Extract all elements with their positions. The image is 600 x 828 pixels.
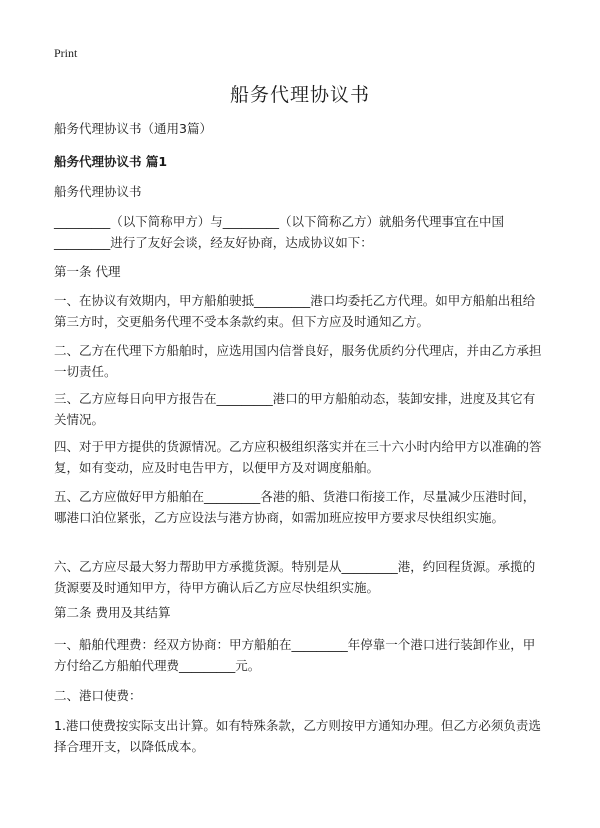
- clause-1-4: 四、对于甲方提供的货源情况。乙方应积极组织落实并在三十六小时内给甲方以准确的答复，如有变动，应及时电告甲方，以便甲方及对调度船舶。: [54, 439, 542, 475]
- clause-2-2: 二、港口使费：: [54, 688, 142, 703]
- document-subtitle: 船务代理协议书（通用3篇）: [54, 121, 212, 136]
- clause-1-6: 六、乙方应尽最大努力帮助甲方承揽货源。特别是从_________港，约回程货源。承揽的货源要及时通知甲方，待甲方确认后乙方应尽快组织实施。: [54, 559, 536, 595]
- clause-1-5: 五、乙方应做好甲方船舶在_________各港的船、货港口衔接工作，尽量减少压港时间，哪港口泊位紧张，乙方应设法与港方协商，如需加班应按甲方要求尽快组织实施。: [54, 489, 536, 525]
- print-link[interactable]: Print: [54, 46, 78, 60]
- clause-2-1: 一、船舶代理费：经双方协商：甲方船舶在_________年停靠一个港口进行装卸作业，甲方付给乙方船舶代理费_________元。: [54, 637, 536, 673]
- paragraph-intro: _________（以下简称甲方）与_________（以下简称乙方）就船务代理事宜在中国_________进行了友好会谈，经友好协商，达成协议如下：: [54, 214, 505, 250]
- clause-1-2: 二、乙方在代理下方船舶时，应选用国内信誉良好，服务优质约分代理店，并由乙方承担一切责任。: [54, 343, 542, 379]
- article-1-heading: 第一条 代理: [54, 264, 121, 279]
- section-heading: 船务代理协议书 篇1: [54, 154, 168, 169]
- clause-1-1: 一、在协议有效期内，甲方船舶驶抵_________港口均委托乙方代理。如甲方船舶出租给第三方时，交更船务代理不受本条款约束。但下方应及时通知乙方。: [54, 293, 536, 329]
- document-title: 船务代理协议书: [229, 84, 370, 106]
- document-name: 船务代理协议书: [54, 184, 142, 199]
- clause-1-3: 三、乙方应每日向甲方报告在_________港口的甲方船舶动态，装卸安排，进度及其它有关情况。: [54, 391, 536, 427]
- article-2-heading: 第二条 费用及其结算: [54, 605, 171, 620]
- clause-2-2-1: 1.港口使费按实际支出计算。如有特殊条款，乙方则按甲方通知办理。但乙方必须负责选择合理开支，以降低成本。: [54, 718, 541, 754]
